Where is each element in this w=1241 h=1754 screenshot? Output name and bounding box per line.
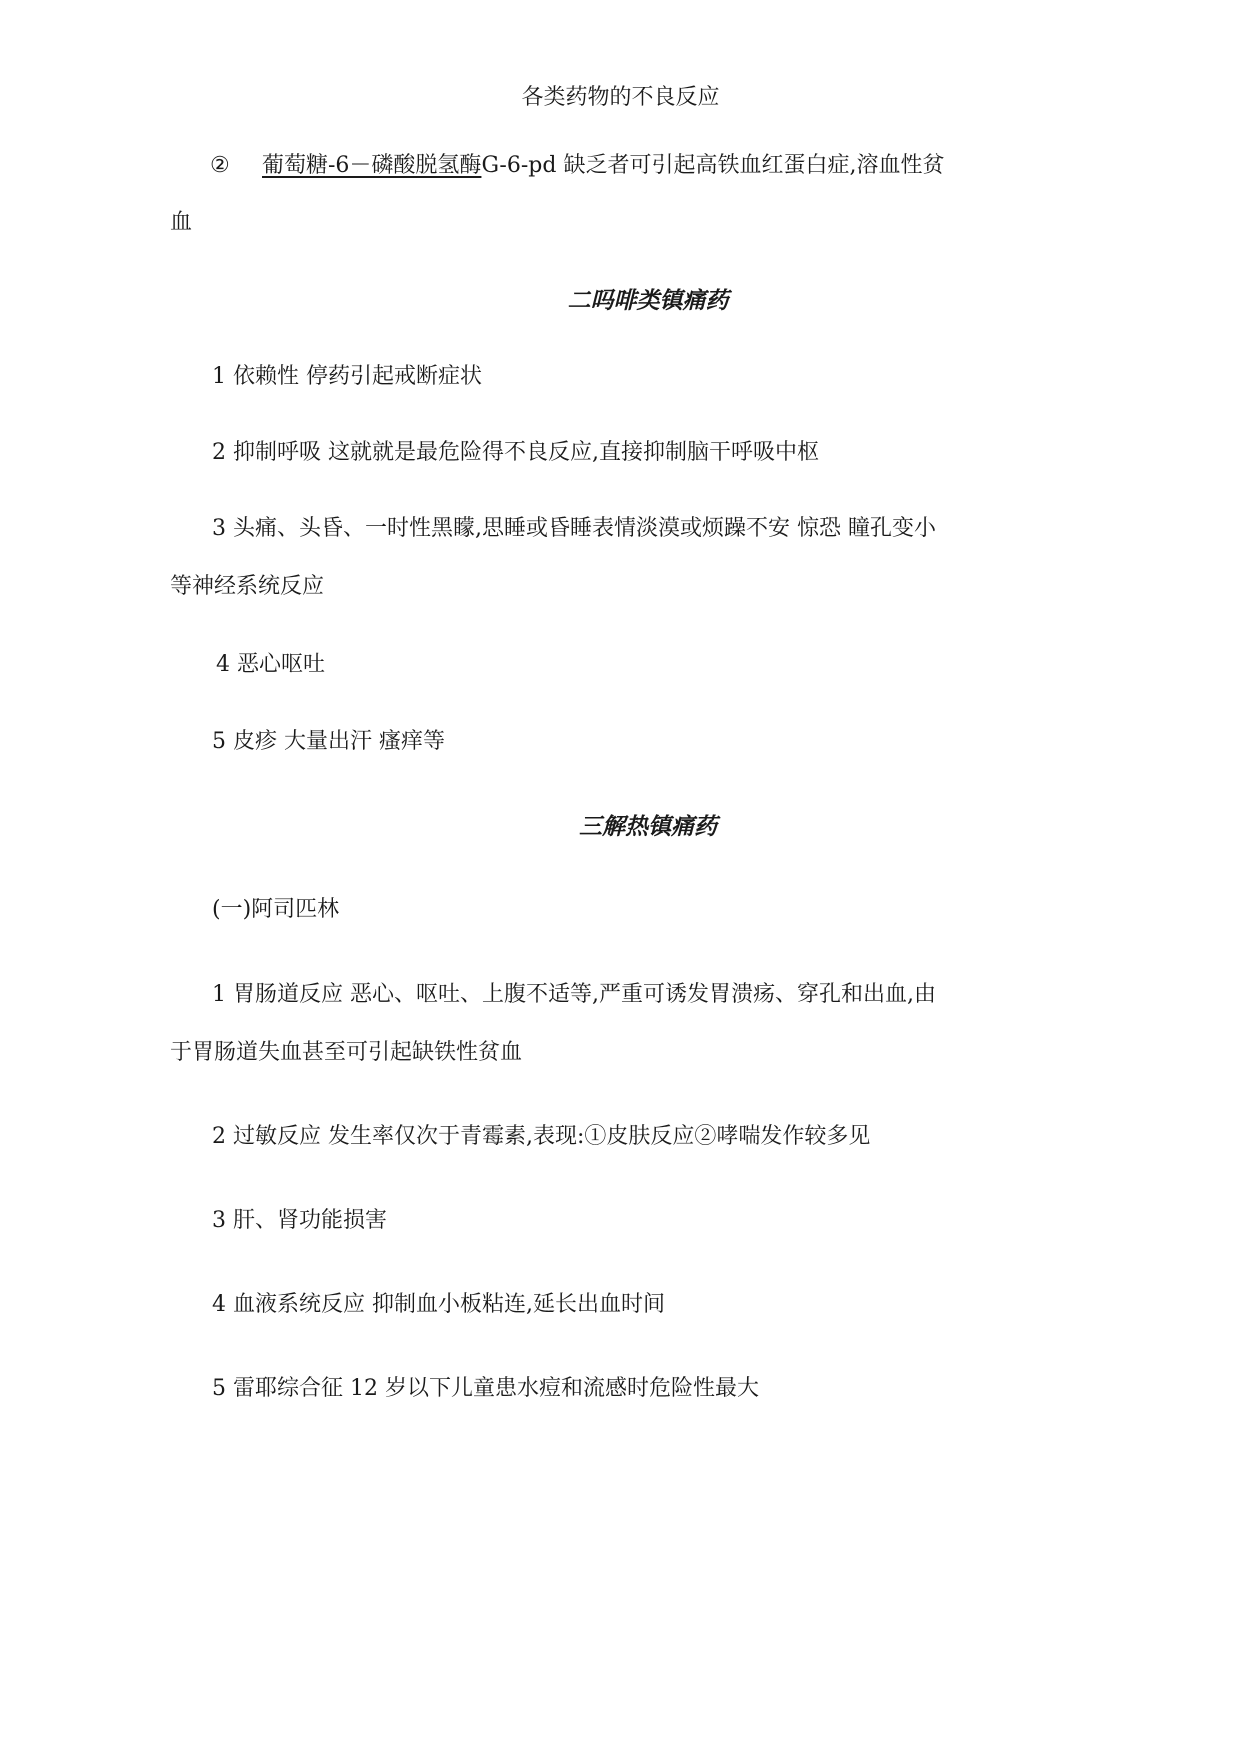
list-item: 5 雷耶综合征 12 岁以下儿童患水痘和流感时危险性最大: [212, 1376, 759, 1401]
list-item: 4 血液系统反应 抑制血小板粘连,延长出血时间: [212, 1292, 665, 1317]
list-item-continuation: 于胃肠道失血甚至可引起缺铁性贫血: [170, 1040, 523, 1065]
circled-number-marker: ②: [210, 153, 230, 178]
list-item-continuation: 等神经系统反应: [170, 574, 325, 599]
list-item: 1 依赖性 停药引起戒断症状: [212, 364, 482, 389]
section-heading-antipyretic: 三解热镇痛药: [579, 813, 717, 840]
document-title: 各类药物的不良反应: [521, 85, 720, 110]
list-item: 4 恶心呕吐: [216, 652, 325, 677]
intro-line-2: 血: [170, 210, 193, 235]
section-heading-morphine: 二吗啡类镇痛药: [567, 287, 729, 314]
list-item: 2 过敏反应 发生率仅次于青霉素,表现:①皮肤反应②哮喘发作较多见: [212, 1124, 871, 1149]
underlined-term: 葡萄糖-6－磷酸脱氢酶: [262, 153, 482, 178]
intro-text: G-6-pd 缺乏者可引起高铁血红蛋白症,溶血性贫: [481, 153, 945, 178]
list-item: 2 抑制呼吸 这就就是最危险得不良反应,直接抑制脑干呼吸中枢: [212, 440, 819, 465]
subheading-aspirin: (一)阿司匹林: [212, 897, 340, 922]
list-item: 3 头痛、头昏、一时性黑矇,思睡或昏睡表情淡漠或烦躁不安 惊恐 瞳孔变小: [212, 516, 936, 541]
list-item: 1 胃肠道反应 恶心、呕吐、上腹不适等,严重可诱发胃溃疡、穿孔和出血,由: [212, 982, 936, 1007]
list-item: 5 皮疹 大量出汗 瘙痒等: [212, 729, 445, 754]
list-item: 3 肝、肾功能损害: [212, 1208, 387, 1233]
intro-line-1: [210, 151, 944, 181]
